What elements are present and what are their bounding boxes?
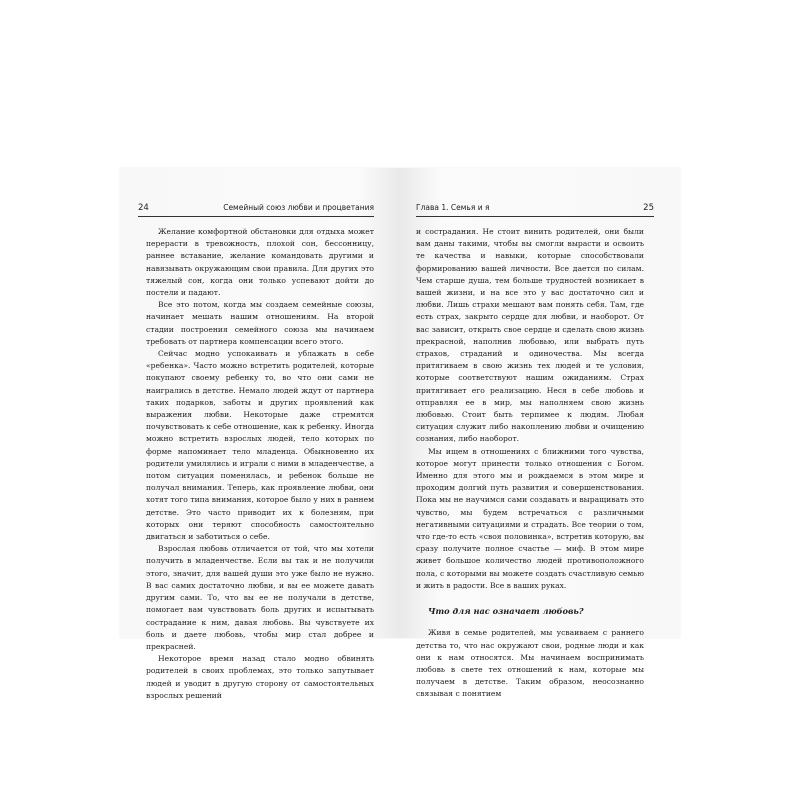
right-paragraph-1: и сострадания. Не стоит винить родителей, они были вам даны такими, чтобы вы смогли вырасти и освоить те качества и навыки, которые способствовали формированию вашей личности. Все дается по силам. Чем старше душа, тем больше трудностей возникает в вашей жизни, и на все это у вас достаточно сил и любви. Лишь страхи мешают вам понять себя. Там, где есть страх, закрыто сердце для любви, и наоборот. От вас зависит, открыть свое сердце и сделать свою жизнь прекрасной, наполнив любовью, или выбрать путь страхов, страданий и одиночества. Мы всегда притягиваем в свою жизнь тех людей и те условия, которые соответствуют нашим ожиданиям. Страх притягивает его реализацию. Неся в себе любовь и отправляя ее в мир, мы наполняем свою жизнь любовью. Стоит быть терпимее к людям. Любая ситуация служит либо накоплению любви и очищению сознания, либо наоборот. (416, 227, 644, 444)
right-paragraph-2: Мы ищем в отношениях с ближними того чувства, которое могут принести только отношения с Богом. Именно для этого мы и рождаемся в этом мире и проходим долгий путь развития и совершенствования. Пока мы не научимся сами создавать и выращивать это чувство, мы будем встречаться с различными негативными ситуациями и страдать. Все теории о том, что где-то есть «своя половинка», встретив которую, вы сразу получите полное счастье — миф. В этом мире живет большое количество людей противоположного пола, с которыми вы можете создать счастливую семью и жить в радости. Все в ваших руках. (416, 446, 644, 590)
right-running-head (416, 202, 654, 214)
right-body-text (416, 226, 644, 701)
left-paragraph-5: Некоторое время назад стало модно обвинять родителей в своих проблемах, это только запутывает людей и уводит в другую сторону от самостоятельных взрослых решений (146, 654, 374, 700)
left-page-number: 24 (138, 203, 149, 213)
book-spread (120, 168, 680, 700)
left-paragraph-3: Сейчас модно успокаивать и ублажать в себе «ребенка». Часто можно встретить родителей, которые покупают своему ребенку то, во что они сами не наигрались в детстве. Немало людей ждут от партнера таких подарков, заботы и других проявлений как выражения любви. Некоторые даже стремятся почувствовать к себе отношение, как к ребенку. Иногда можно встретить взрослых людей, тело которых по форме напоминает тело младенца. Обыкновенно их родители умилялись и играли с ними в младенчестве, а потом ситуация поменялась, и ребенок больше не получал внимания. Теперь, как проявление любви, они хотят того типа внимания, которое было у них в раннем детстве. Это часто приводит их к болезням, при которых они теряют способность самостоятельно двигаться и заботиться о себе. (146, 349, 374, 542)
right-header-rule (416, 216, 654, 217)
left-paragraph-4: Взрослая любовь отличается от той, что мы хотели получить в младенчестве. Если вы так и не получили этого, значит, для вашей души это уже было не нужно. В вас самих достаточно любви, и вы ее можете давать другим сами. То, что вы ее не получали в детстве, помогает вам чувствовать боль других и испытывать сострадание к ним, давая любовь. Вы чувствуете их боль и даете любовь, чтобы мир стал добрее и прекрасней. (146, 544, 374, 651)
right-page-number: 25 (643, 203, 654, 213)
left-paragraph-1: Желание комфортной обстановки для отдыха может перерасти в тревожность, плохой сон, бессонницу, раннее вставание, желание командовать другими и навязывать окружающим свои правила. Для других это тяжелый сон, когда они только успевают дойти до постели и падают. (146, 227, 374, 298)
left-header-rule (138, 216, 374, 217)
section-heading: Что для нас означает любовь? (428, 606, 584, 617)
left-paragraph-2: Все это потом, когда мы создаем семейные союзы, начинает мешать нашим отношениям. На второй стадии построения семейного союза мы начинаем требовать от партнера компенсации всего этого. (146, 300, 374, 346)
right-paragraph-3: Живя в семье родителей, мы усваиваем с раннего детства то, что нас окружают свои, родные люди и как они к нам относятся. Мы начинаем воспринимать любовь в свете тех отношений к нам, которые мы получаем в детстве. Таким образом, неосознанно связывая с понятием (416, 628, 644, 699)
right-running-title: Глава 1. Семья и я (416, 203, 490, 212)
left-page (120, 168, 400, 700)
left-running-head (138, 202, 374, 214)
left-body-text (146, 226, 374, 702)
left-running-title: Семейный союз любви и процветания (223, 203, 374, 212)
right-page (400, 168, 680, 699)
